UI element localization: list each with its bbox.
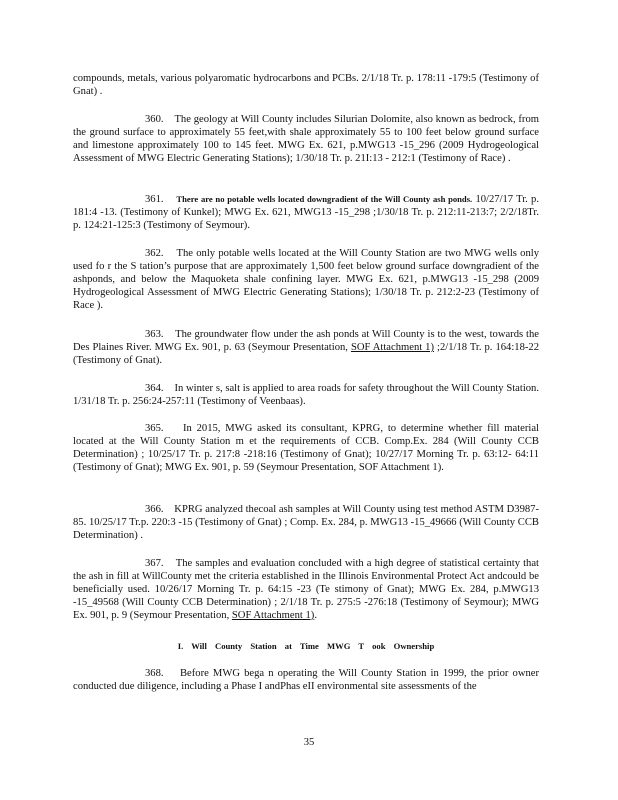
- paragraph-body: [73, 503, 539, 542]
- paragraph-body: [73, 422, 539, 474]
- paragraph-365: [73, 422, 539, 474]
- paragraph-text: The samples and evaluation concluded with a high degree of statistical certainty that the ash in fill at WillCounty met the criteria established in the Illinois Environmental Protect Act andcould be beneficially used. 10/26/17 Morning Tr. p. 64:15 -23 (Te stimony of Gnat); MWG Ex. 284, p.MWG13 -15_49568 (Will County CCB Determination) ; 2/1/18 Tr. p. 275:5 -276:18 (Testimony of Seymour); MWG Ex. 901, p. 9 (Seymour Presentation,: [73, 558, 539, 621]
- paragraph-number: 362.: [145, 248, 164, 259]
- page-number: 35: [303, 737, 315, 748]
- sof-attachment-link[interactable]: SOF Attachment 1): [231, 610, 315, 621]
- paragraph-body: [73, 113, 539, 165]
- paragraph-number: 360.: [145, 114, 164, 125]
- paragraph-number: 366.: [145, 504, 164, 515]
- paragraph-body: [73, 667, 539, 693]
- paragraph-360: [73, 113, 539, 165]
- paragraph-body: [73, 557, 539, 622]
- paragraph-number: 368.: [145, 668, 164, 679]
- paragraph-text: The groundwater flow under the ash ponds at Will County is to the west, towards the Des Plaines River. MWG Ex. 901, p. 63 (Seymour Presentation,: [73, 329, 540, 353]
- paragraph-lead: There are no potable wells located downgradient of the Will County ash ponds.: [176, 194, 473, 204]
- paragraph-number: 361.: [145, 194, 164, 205]
- paragraph-text: In winter s, salt is applied to area roads for safety throughout the Will County Station. 1/31/18 Tr. p. 256:24-257:11 (Testimony of Veenbaas).: [73, 383, 539, 407]
- paragraph-366: [73, 503, 539, 542]
- paragraph-text-after: .: [314, 610, 317, 621]
- paragraph-text: The geology at Will County includes Silurian Dolomite, also known as bedrock, from the ground surface to approximately 55 feet,with shale approximately 55 to 100 feet below ground surface and limestone approximately 100 to 145 feet. MWG Ex. 621, p.MWG13 -15_296 (2009 Hydrogeological Assessment of MWG Electric Generating Stations); 1/30/18 Tr. p. 21I:13 - 212:1 (Testimony of Race) .: [73, 114, 539, 164]
- paragraph-body: [73, 193, 539, 232]
- paragraph-body: [73, 247, 539, 312]
- paragraph-361: [73, 193, 539, 232]
- paragraph-text: Before MWG bega n operating the Will County Station in 1999, the prior owner conducted due diligence, including a Phase I andPhas eII environmental site assessments of the: [73, 668, 540, 692]
- paragraph-body: [73, 328, 539, 367]
- paragraph-number: 364.: [145, 383, 164, 394]
- section-heading: I. Will County Station at Time MWG T ook Ownership: [177, 641, 435, 651]
- paragraph-text: KPRG analyzed thecoal ash samples at Will County using test method ASTM D3987- 85. 10/25/17 Tr.p. 220:3 -15 (Testimony of Gnat) ; Comp. Ex. 284, p. MWG13 -15_49666 (Will County CCB Determination) .: [73, 504, 539, 541]
- paragraph-text-after: ;2/1/18 Tr. p. 164:18-22 (Testimony of Gnat).: [73, 342, 539, 366]
- paragraph-body: [73, 382, 539, 408]
- paragraph-364: [73, 382, 539, 408]
- paragraph-number: 365.: [145, 423, 164, 434]
- paragraph-363: [73, 328, 539, 367]
- paragraph-368: [73, 667, 539, 693]
- paragraph-text: 10/27/17 Tr. p. 181:4 -13. (Testimony of Kunkel); MWG Ex. 621, MWG13 -15_298 ;1/30/18 Tr. p. 212:11-213:7; 2/2/18Tr. p. 124:21-125:3 (Testimony of Seymour).: [73, 194, 539, 231]
- paragraph-number: 363.: [145, 329, 164, 340]
- paragraph-367: [73, 557, 539, 622]
- paragraph-362: [73, 247, 539, 312]
- paragraph-continuation: [73, 72, 539, 98]
- paragraph-text: The only potable wells located at the Will County Station are two MWG wells only used fo r the S tation’s purpose that are approximately 1,500 feet below ground surface downgradient of the ashponds, and below the Maquoketa shale confining layer. MWG Ex. 621, p.MWG13 -15_298 (2009 Hydrogeological Assessment of MWG Electric Generating Stations); 1/30/18 Tr. p. 212:2-23 (Testimony of Race ).: [73, 248, 539, 311]
- paragraph-text: compounds, metals, various polyaromatic hydrocarbons and PCBs. 2/1/18 Tr. p. 178:11 -179:5 (Testimony of Gnat) .: [73, 73, 539, 97]
- paragraph-text: In 2015, MWG asked its consultant, KPRG, to determine whether fill material located at the Will County Station m et the requirements of CCB. Comp.Ex. 284 (Will County CCB Determination) ; 10/25/17 Tr. p. 217:8 -218:16 (Testimony of Gnat); 10/27/17 Morning Tr. p. 63:12- 64:11 (Testimony of Gnat); MWG Ex. 901, p. 59 (Seymour Presentation, SOF Attachment 1).: [73, 423, 539, 473]
- sof-attachment-link[interactable]: SOF Attachment 1): [350, 342, 435, 353]
- paragraph-number: 367.: [145, 558, 164, 569]
